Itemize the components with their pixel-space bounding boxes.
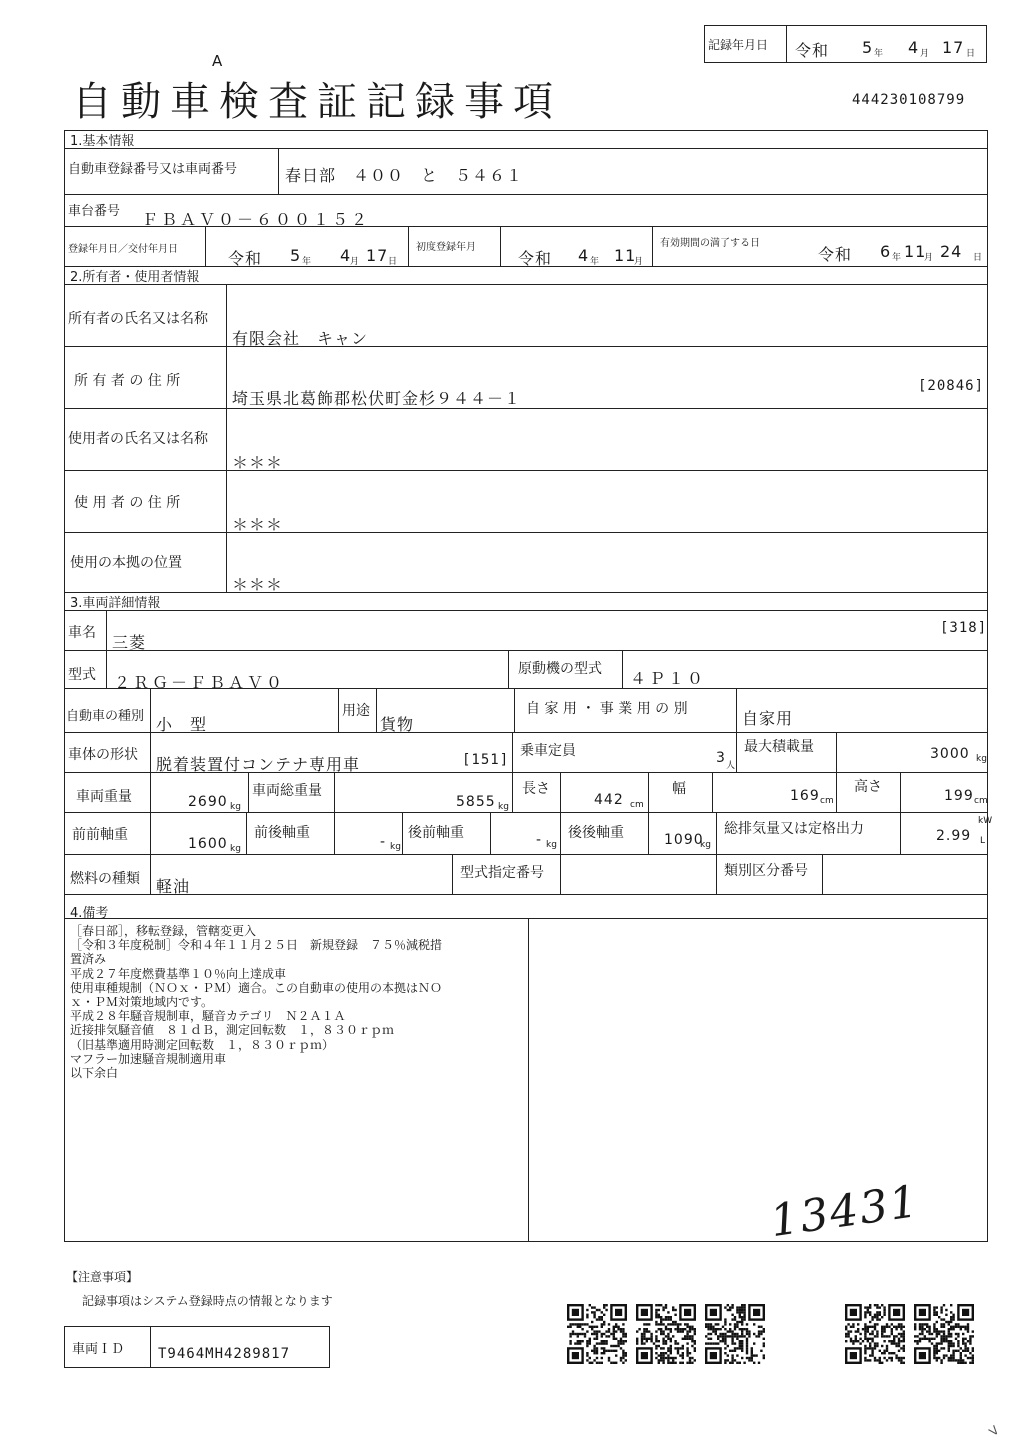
rear-rear-axle-value: 1090 [664, 832, 704, 848]
car-name-value: 三菱 [112, 633, 147, 652]
car-name-code: [318] [940, 620, 988, 636]
engine-model-label: 原動機の型式 [518, 661, 602, 677]
rear-rear-axle-label: 後後軸重 [568, 825, 624, 841]
gross-weight-label: 車両総重量 [252, 783, 322, 799]
max-load-label: 最大積載量 [744, 739, 814, 755]
margin-mark: V [986, 1422, 1002, 1440]
rear-front-axle-label: 後前軸重 [408, 825, 464, 841]
height-label: 高さ [854, 779, 882, 795]
base-location-label: 使用の本拠の位置 [70, 555, 182, 571]
rear-front-axle-value: - [536, 832, 543, 848]
remarks-line: 近接排気騒音値 ８１ｄＢ，測定回転数 １，８３０ｒｐｍ [70, 1023, 395, 1038]
length-label: 長さ [522, 781, 550, 797]
section-vehicle-details: 3.車両詳細情報 [70, 596, 161, 611]
displacement-label: 総排気量又は定格出力 [724, 821, 864, 837]
private-business-label: 自 家 用 ・ 事 業 用 の 別 [526, 701, 688, 717]
handwritten-number: 13431 [767, 1175, 923, 1248]
user-address-label: 使 用 者 の 住 所 [74, 495, 181, 511]
vehicle-id-value: T9464MH4289817 [158, 1346, 291, 1362]
gross-weight-value: 5855 [456, 794, 496, 810]
body-shape-label: 車体の形状 [68, 747, 138, 763]
vehicle-kind-value: 小 型 [156, 715, 208, 734]
remarks-list [70, 924, 526, 1080]
section-owner-info: 2.所有者・使用者情報 [70, 270, 200, 285]
model-label: 型式 [68, 667, 96, 683]
owner-name-value: 有限会社 キャン [232, 329, 369, 348]
registration-number-value: 春日部 ４００ と ５４６１ [285, 166, 524, 185]
registration-date-label: 登録年月日／交付年月日 [68, 244, 178, 255]
section-remarks: 4.備考 [70, 906, 109, 921]
notice-text: 記録事項はシステム登録時点の情報となります [82, 1294, 333, 1308]
remarks-line: （旧基準適用時測定回転数 １，８３０ｒｐｍ） [70, 1037, 335, 1052]
section-basic-info: 1.基本情報 [70, 134, 135, 149]
remarks-line: 平成２７年度燃費基準１０％向上達成車 [70, 966, 287, 981]
owner-address-code: [20846] [918, 378, 985, 394]
base-location-value: ＊＊＊ [232, 575, 284, 594]
seating-capacity-value: 3 [716, 750, 726, 766]
private-business-value: 自家用 [742, 709, 794, 728]
front-rear-axle-label: 前後軸重 [254, 825, 310, 841]
vehicle-id-label: 車両ＩＤ [72, 1342, 125, 1357]
qr-code-icon [705, 1304, 765, 1364]
class-number-label: 類別区分番号 [724, 863, 808, 879]
chassis-number-label: 車台番号 [68, 204, 121, 219]
registration-number-label: 自動車登録番号又は車両番号 [68, 162, 238, 177]
fuel-type-value: 軽油 [156, 877, 191, 896]
remarks-line: 使用車種規制（ＮＯｘ・ＰＭ）適合。この自動車の使用の本拠はＮＯ [70, 980, 443, 995]
record-date-label: 記録年月日 [708, 38, 769, 52]
owner-address-value: 埼玉県北葛飾郡松伏町金杉９４４－１ [232, 389, 522, 408]
first-registration-label: 初度登録年月 [416, 242, 476, 253]
chassis-number-value: ＦＢＡＶ０－６００１５２ [142, 210, 371, 229]
engine-model-value: ４Ｐ１０ [630, 669, 707, 688]
page-title: 自動車検査証記録事項 [72, 79, 562, 125]
remarks-line: 平成２８年騒音規制車，騒音カテゴリ Ｎ２Ａ１Ａ [70, 1009, 346, 1024]
height-value: 199 [944, 788, 974, 804]
body-shape-value: 脱着装置付コンテナ専用車 [156, 755, 361, 774]
vehicle-kind-label: 自動車の種別 [66, 709, 145, 724]
fuel-type-label: 燃料の種類 [70, 871, 140, 887]
model-value: ２ＲＧ－ＦＢＡＶ０ [114, 673, 286, 692]
remarks-line: 以下余白 [70, 1066, 119, 1081]
remarks-line: ［春日部］，移転登録，管轄変更入 [70, 924, 257, 938]
first-registration-era: 令和 [518, 249, 553, 268]
expiry-date-label: 有効期間の満了する日 [660, 238, 760, 249]
form-letter: A [212, 52, 223, 70]
remarks-line: ｘ・ＰＭ対策地域内です。 [70, 995, 214, 1010]
width-value: 169 [790, 788, 820, 804]
max-load-value: 3000 [930, 746, 970, 762]
vehicle-weight-value: 2690 [188, 794, 228, 810]
front-front-axle-value: 1600 [188, 836, 228, 852]
qr-code-icon [567, 1304, 627, 1364]
seating-capacity-label: 乗車定員 [520, 743, 576, 759]
length-value: 442 [594, 792, 624, 808]
front-front-axle-label: 前前軸重 [72, 827, 128, 843]
front-rear-axle-value: - [380, 834, 387, 850]
owner-address-label: 所 有 者 の 住 所 [74, 373, 181, 389]
body-shape-code: [151] [462, 752, 510, 768]
remarks-line: マフラー加速騒音規制適用車 [70, 1051, 227, 1066]
document-number: 444230108799 [852, 92, 966, 108]
registration-date-era: 令和 [228, 249, 263, 268]
car-name-label: 車名 [68, 625, 96, 641]
qr-code-icon [845, 1304, 905, 1364]
user-name-value: ＊＊＊ [232, 453, 284, 472]
qr-code-icon [636, 1304, 696, 1364]
record-date-era: 令和 [795, 41, 830, 60]
qr-code-icon [914, 1304, 974, 1364]
owner-name-label: 所有者の氏名又は名称 [68, 311, 208, 327]
notice-title: 【注意事項】 [66, 1270, 139, 1284]
user-name-label: 使用者の氏名又は名称 [68, 431, 208, 447]
type-designation-label: 型式指定番号 [460, 865, 544, 881]
displacement-value: 2.99 [936, 828, 972, 844]
usage-value: 貨物 [380, 715, 415, 734]
remarks-line: 置済み [70, 952, 107, 967]
usage-label: 用途 [342, 703, 370, 719]
remarks-line: ［令和３年度税制］令和４年１１月２５日 新規登録 ７５％減税措 [70, 938, 443, 953]
width-label: 幅 [672, 781, 686, 797]
expiry-date-era: 令和 [818, 245, 853, 264]
vehicle-weight-label: 車両重量 [76, 789, 132, 805]
user-address-value: ＊＊＊ [232, 515, 284, 534]
